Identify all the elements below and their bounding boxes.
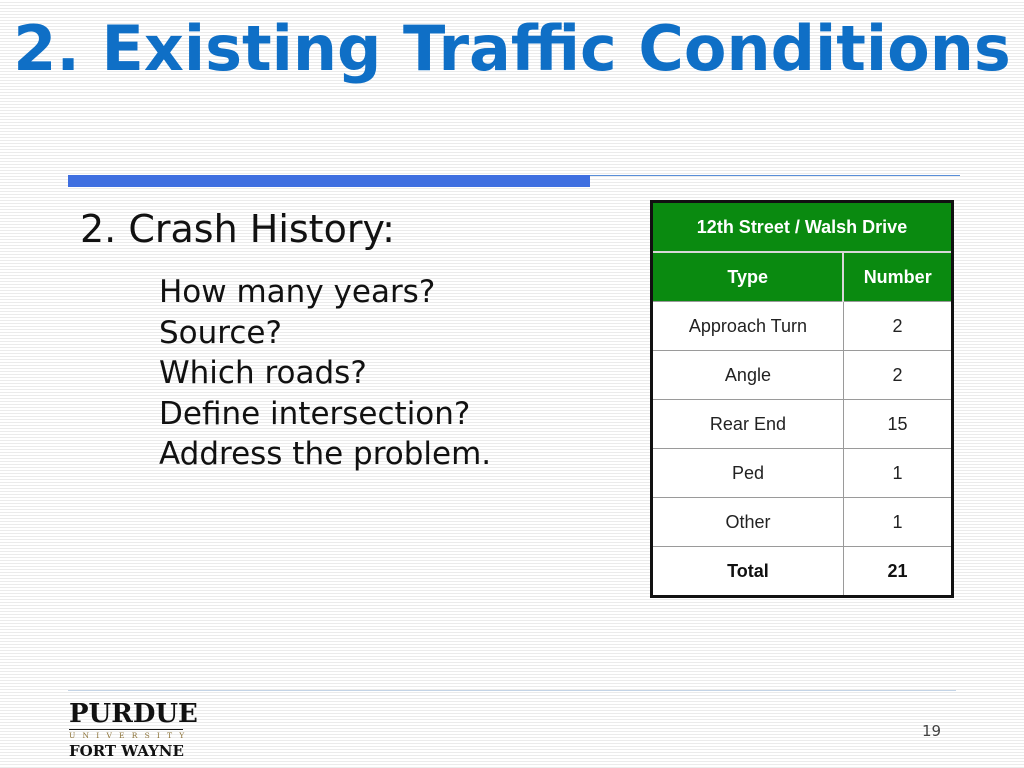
question-item: How many years? (159, 274, 436, 310)
total-label-cell: Total (652, 547, 844, 597)
title-underline-thick (68, 175, 590, 187)
page-number: 19 (922, 722, 942, 740)
total-count-cell: 21 (843, 547, 952, 597)
table-row (652, 302, 953, 351)
footer-divider (68, 690, 956, 691)
logo-wordmark-fort-wayne: FORT WAYNE (69, 742, 184, 760)
crash-count-cell: 15 (843, 400, 952, 449)
table-row (652, 400, 953, 449)
table-total-row (652, 547, 953, 597)
crash-type-cell: Rear End (652, 400, 844, 449)
question-list (159, 272, 491, 475)
crash-type-cell: Approach Turn (652, 302, 844, 351)
table-row (652, 498, 953, 547)
purdue-fort-wayne-logo (69, 699, 198, 760)
table-caption: 12th Street / Walsh Drive (652, 202, 953, 253)
logo-wordmark-university: UNIVERSITY (69, 731, 192, 740)
column-header-type: Type (652, 252, 844, 302)
table-row (652, 449, 953, 498)
logo-wordmark-purdue: PURDUE (69, 699, 198, 729)
crash-type-cell: Angle (652, 351, 844, 400)
question-item: Define intersection? (159, 395, 471, 432)
crash-count-cell: 1 (843, 449, 952, 498)
crash-count-cell: 2 (843, 302, 952, 351)
table-caption-row (652, 202, 953, 253)
crash-history-table (650, 200, 954, 598)
section-heading: 2. Crash History: (80, 207, 395, 251)
crash-type-cell: Ped (652, 449, 844, 498)
crash-count-cell: 1 (843, 498, 952, 547)
crash-count-cell: 2 (843, 351, 952, 400)
logo-divider (69, 729, 183, 730)
question-item: Address the problem. (159, 436, 492, 472)
slide-title: 2. Existing Traffic Conditions (13, 12, 1011, 85)
table-row (652, 351, 953, 400)
question-item: Source? (159, 314, 282, 351)
table-header-row (652, 252, 953, 302)
crash-type-cell: Other (652, 498, 844, 547)
title-underline-thin (590, 175, 960, 176)
question-item: Which roads? (159, 355, 367, 391)
column-header-number: Number (843, 252, 952, 302)
